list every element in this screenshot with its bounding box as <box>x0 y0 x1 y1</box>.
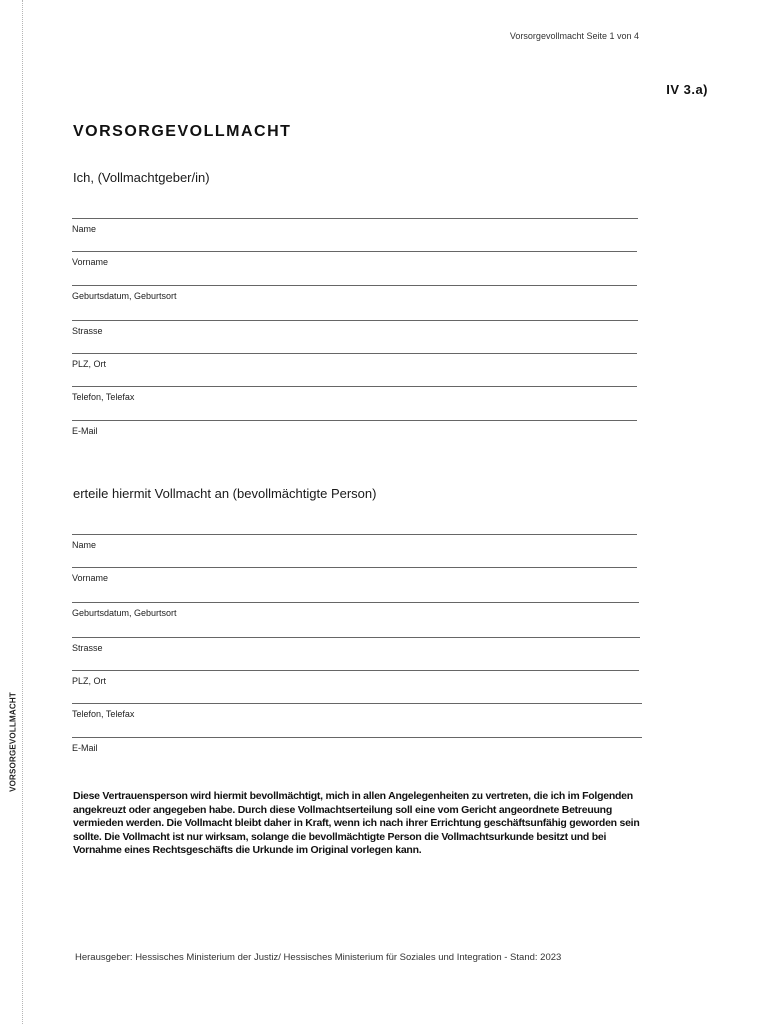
field-label: Vorname <box>72 573 109 583</box>
field-label: Telefon, Telefax <box>72 709 135 719</box>
document-title: VORSORGEVOLLMACHT <box>73 123 292 140</box>
grantor-email-field[interactable] <box>72 420 637 436</box>
field-label: Strasse <box>72 326 103 336</box>
field-label: Name <box>72 540 97 550</box>
margin-dotted-rule <box>22 0 23 1024</box>
field-label: Strasse <box>72 643 103 653</box>
attorney-intro: erteile hiermit Vollmacht an (bevollmächtigte Person) <box>73 486 377 501</box>
attorney-birth-field[interactable] <box>72 602 639 618</box>
field-label: Telefon, Telefax <box>72 392 135 402</box>
field-label: E-Mail <box>72 426 98 436</box>
field-label: Vorname <box>72 257 109 267</box>
grantor-street-field[interactable] <box>72 320 638 336</box>
attorney-firstname-field[interactable] <box>72 567 637 583</box>
page-info: Vorsorgevollmacht Seite 1 von 4 <box>509 31 639 41</box>
sidebar-vertical-label: VORSORGEVOLLMACHT <box>8 692 18 792</box>
grantor-zip-city-field[interactable] <box>72 353 637 369</box>
section-code: IV 3.a) <box>666 82 708 97</box>
attorney-zip-city-field[interactable] <box>72 670 639 686</box>
publisher-footer: Herausgeber: Hessisches Ministerium der Justiz/ Hessisches Ministerium für Soziales und Integration - Stand: 2023 <box>75 952 562 963</box>
field-label: PLZ, Ort <box>72 676 107 686</box>
field-label: Geburtsdatum, Geburtsort <box>72 608 177 618</box>
grantor-phone-field[interactable] <box>72 386 637 402</box>
attorney-name-field[interactable] <box>72 534 637 550</box>
field-label: Name <box>72 224 97 234</box>
grantor-intro: Ich, (Vollmachtgeber/in) <box>73 170 210 185</box>
grantor-name-field[interactable] <box>72 218 638 234</box>
grantor-birth-field[interactable] <box>72 285 637 301</box>
field-label: E-Mail <box>72 743 98 753</box>
attorney-phone-field[interactable] <box>72 703 642 719</box>
field-label: Geburtsdatum, Geburtsort <box>72 291 177 301</box>
attorney-street-field[interactable] <box>72 637 640 653</box>
attorney-email-field[interactable] <box>72 737 642 753</box>
grantor-firstname-field[interactable] <box>72 251 637 267</box>
authorization-paragraph: Diese Vertrauensperson wird hiermit bevollmächtigt, mich in allen Angelegenheiten zu vertreten, die ich im Folgenden angekreuzt oder angegeben habe. Durch diese Vollmachtserteilung soll eine vom Gericht angeordnete Betreuung vermieden werden. Die Vollmacht bleibt daher in Kraft, wenn ich nach ihrer Errichtung geschäftsunfähig geworden sein sollte. Die Vollmacht ist nur wirksam, solange die bevollmächtigte Person die Vollmachtsurkunde besitzt und bei Vornahme eines Rechtsgeschäfts die Urkunde im Original vorlegen kann. <box>73 790 640 856</box>
field-label: PLZ, Ort <box>72 359 107 369</box>
